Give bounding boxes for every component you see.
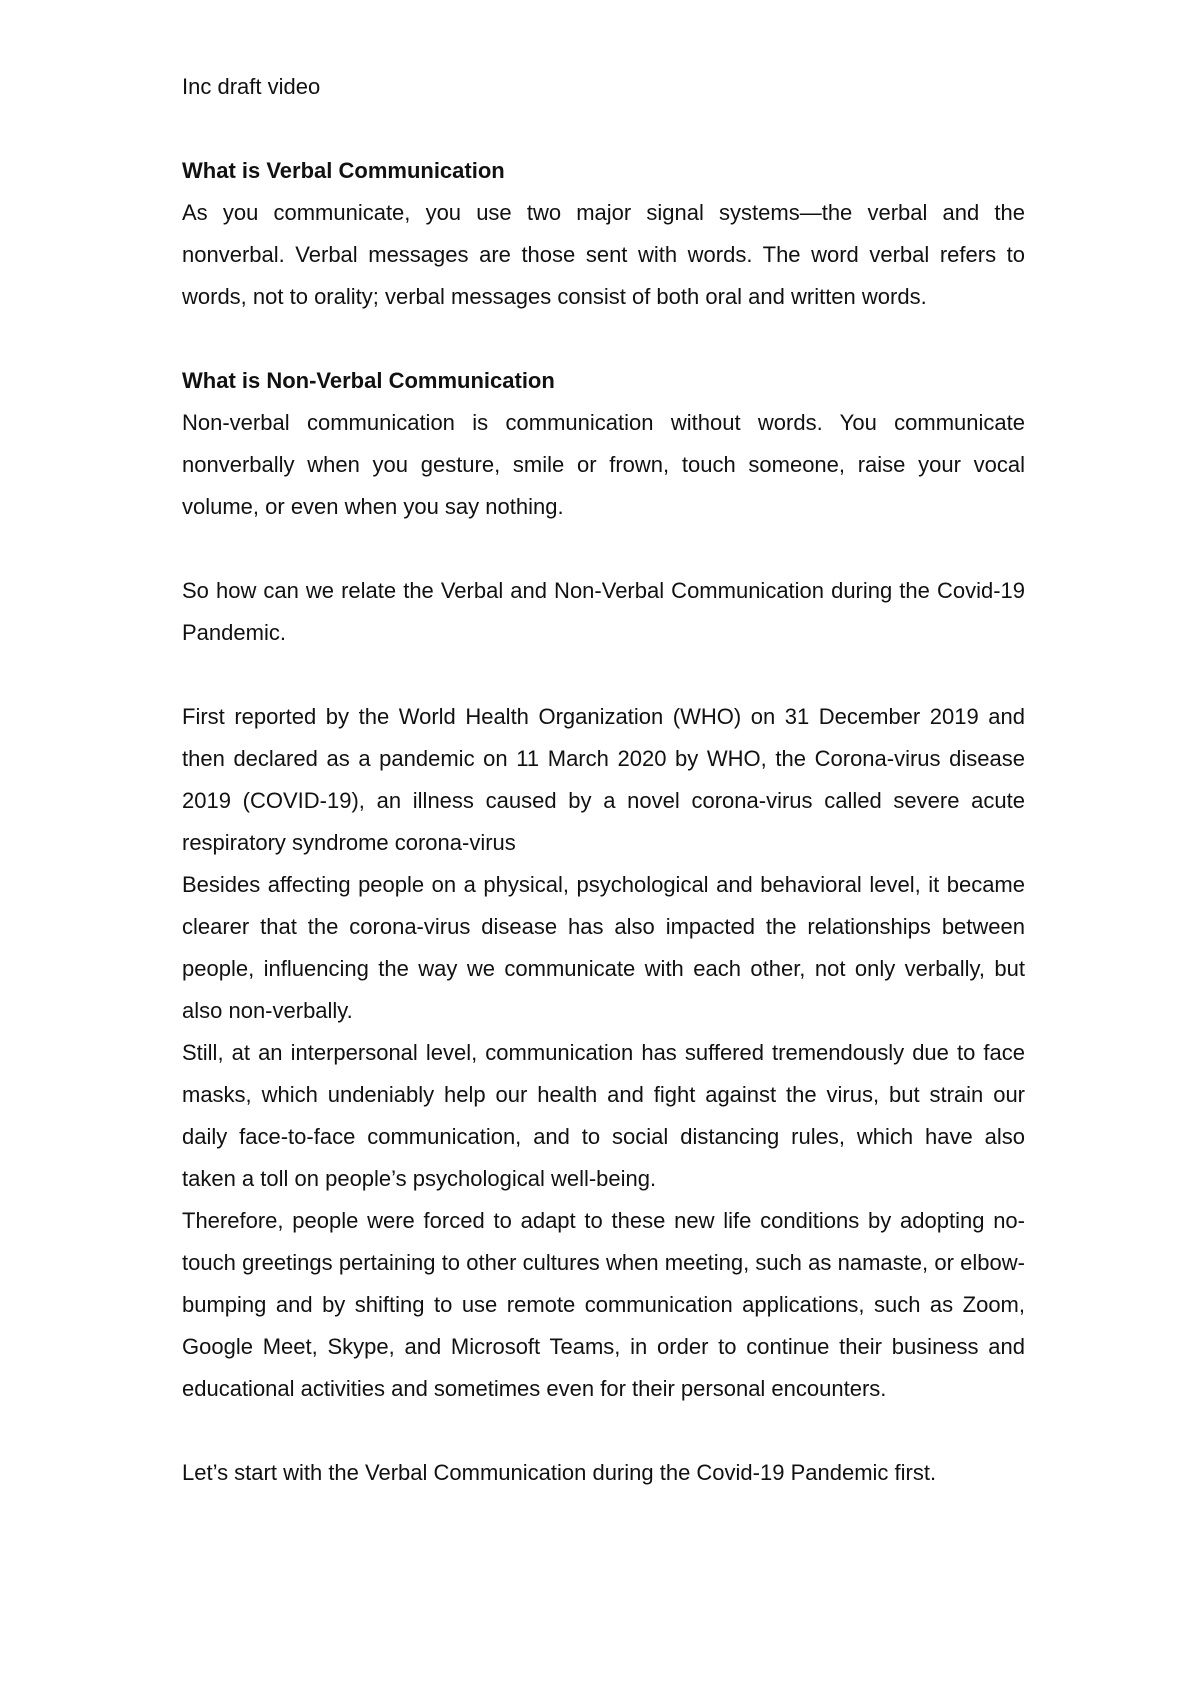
verbal-heading: What is Verbal Communication <box>182 158 505 183</box>
nonverbal-heading: What is Non-Verbal Communication <box>182 368 555 393</box>
spacer <box>182 108 1025 150</box>
header-line: Inc draft video <box>182 74 321 99</box>
question-paragraph: So how can we relate the Verbal and Non-Verbal Communication during the Covid-19 Pandemic. <box>182 578 1025 645</box>
spacer <box>182 528 1025 570</box>
body-paragraph: First reported by the World Health Organization (WHO) on 31 December 2019 and then declared as a pandemic on 11 March 2020 by WHO, the Corona-virus disease 2019 (COVID-19), an illness caused by a novel corona-virus called severe acute respiratory syndrome corona-virus <box>182 704 1025 855</box>
body-paragraph: Still, at an interpersonal level, communication has suffered tremendously due to face masks, which undeniably help our health and fight against the virus, but strain our daily face-to-face communication, and to social distancing rules, which have also taken a toll on people’s psychological well-being. <box>182 1040 1025 1191</box>
body-paragraph: Besides affecting people on a physical, psychological and behavioral level, it became clearer that the corona-virus disease has also impacted the relationships between people, influencing the way we communicate with each other, not only verbally, but also non-verbally. <box>182 872 1025 1023</box>
document-body <box>182 66 1025 1494</box>
closing-line: Let’s start with the Verbal Communication during the Covid-19 Pandemic first. <box>182 1460 937 1485</box>
body-paragraph: Therefore, people were forced to adapt to these new life conditions by adopting no-touch greetings pertaining to other cultures when meeting, such as namaste, or elbow-bumping and by shifting to use remote communication applications, such as Zoom, Google Meet, Skype, and Microsoft Teams, in order to continue their business and educational activities and sometimes even for their personal encounters. <box>182 1208 1025 1401</box>
verbal-definition: As you communicate, you use two major signal systems—the verbal and the nonverbal. Verbal messages are those sent with words. The word verbal refers to words, not to orality; verbal messages consist of both oral and written words. <box>182 200 1025 309</box>
spacer <box>182 654 1025 696</box>
nonverbal-definition: Non-verbal communication is communication without words. You communicate nonverbally when you gesture, smile or frown, touch someone, raise your vocal volume, or even when you say nothing. <box>182 410 1025 519</box>
spacer <box>182 318 1025 360</box>
spacer <box>182 1410 1025 1452</box>
